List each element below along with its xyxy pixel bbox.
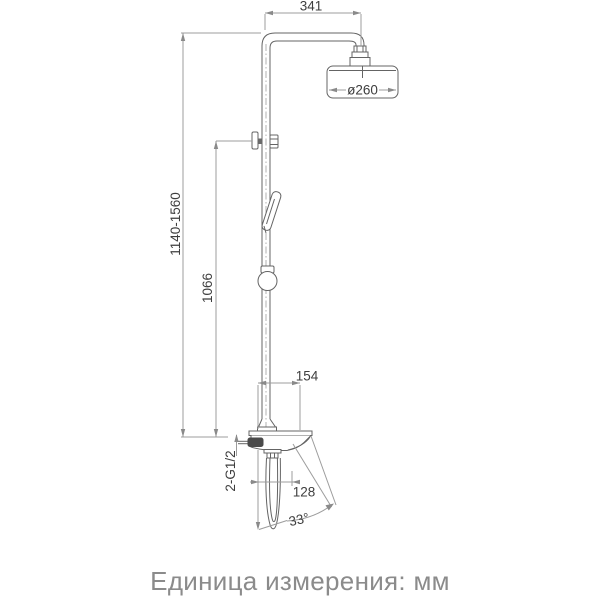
dim-label-arm-length: 341 <box>299 0 323 14</box>
shower-head-connector <box>350 46 370 66</box>
mixer-body <box>238 431 312 458</box>
dim-label-head-diameter: ø260 <box>347 82 378 98</box>
arrow-up-icon <box>214 141 218 149</box>
arrow-down-icon <box>214 429 218 437</box>
dim-body-depth <box>258 369 319 431</box>
arrow-right-icon <box>353 11 361 15</box>
mixer-handle <box>238 438 263 447</box>
dim-label-inlet-connection: 2-G1/2 <box>223 450 238 492</box>
dim-arm-length <box>265 0 361 46</box>
arrow-up-icon <box>234 434 238 442</box>
unit-caption: Единица измерения: мм <box>150 566 450 596</box>
dim-label-slide-bar-height: 1066 <box>200 272 215 304</box>
arrow-down-icon <box>181 429 185 437</box>
dim-overall-height <box>168 33 261 437</box>
dim-slide-bar-height <box>200 141 252 437</box>
arrow-angle-icon <box>326 504 335 511</box>
spout-outlet <box>264 450 281 459</box>
dim-label-overall-height: 1140-1560 <box>168 192 183 256</box>
hand-shower <box>261 191 282 233</box>
spout-stream <box>266 458 281 529</box>
wall-bracket <box>252 132 278 149</box>
dim-label-spout-angle: 33° <box>287 510 311 530</box>
dim-label-spout-reach: 128 <box>292 484 316 500</box>
arrow-left-icon <box>265 11 273 15</box>
slider-knob <box>258 266 277 291</box>
arrow-up-icon <box>181 33 185 41</box>
dim-label-body-depth: 154 <box>295 368 319 384</box>
arrow-down-icon <box>256 522 260 530</box>
dim-inlet-connection <box>223 434 239 492</box>
